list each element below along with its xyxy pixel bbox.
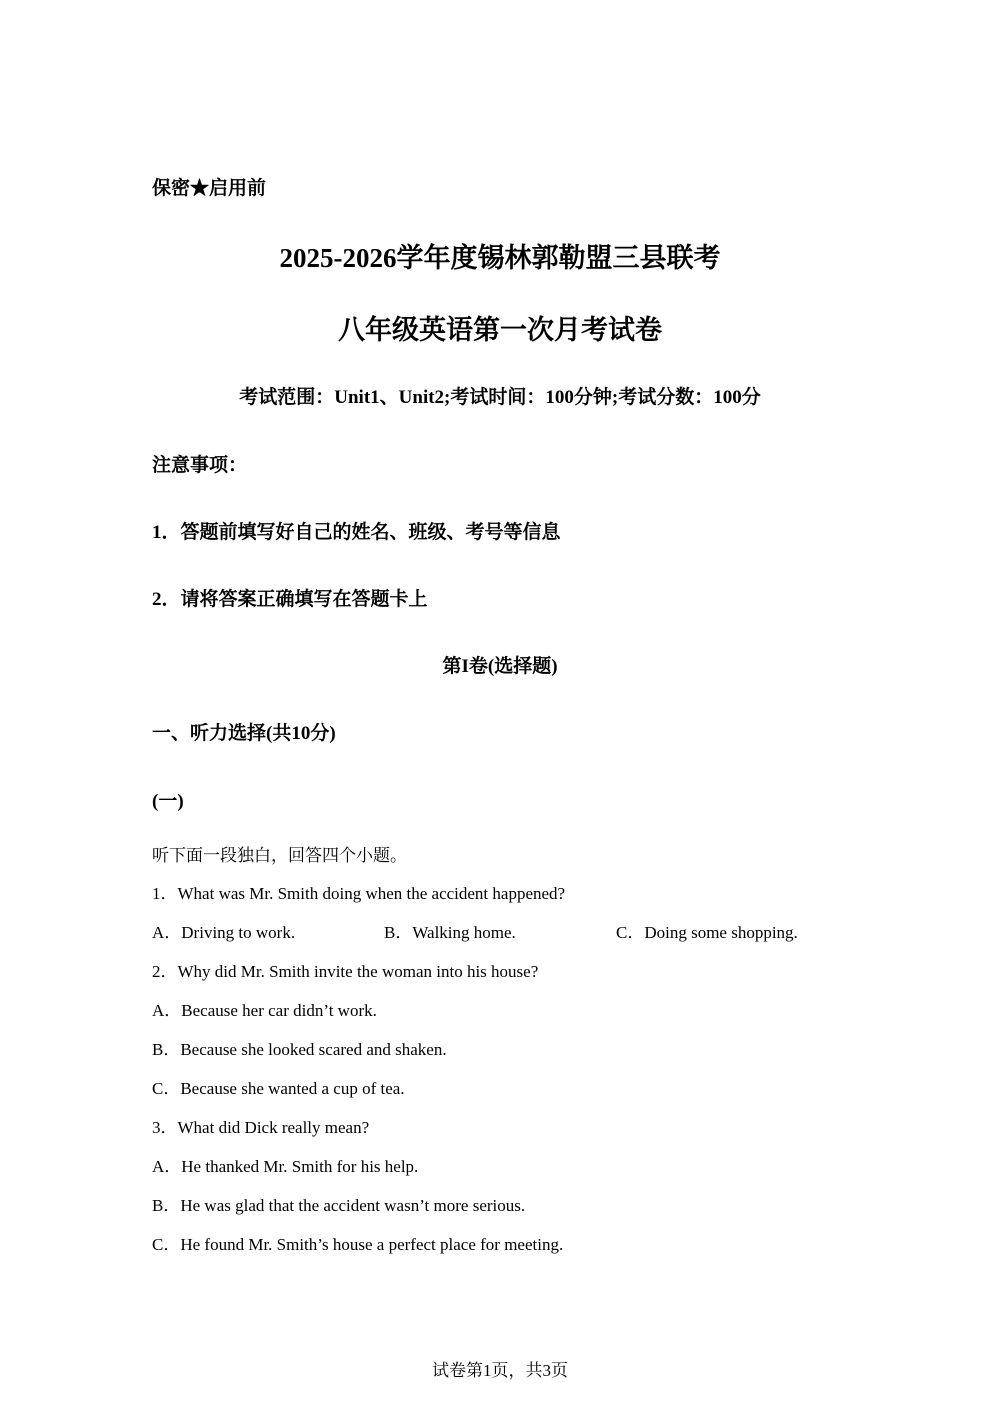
question-options-row bbox=[0, 918, 1000, 942]
exam-title-line1: 2025-2026学年度锡林郭勒盟三县联考 bbox=[279, 243, 721, 273]
option-a: A．Because her car didn’t work. bbox=[152, 1001, 377, 1020]
exam-info: 考试范围：Unit1、Unit2;考试时间：100分钟;考试分数：100分 bbox=[239, 387, 761, 408]
option-b: B．Because she looked scared and shaken. bbox=[152, 1040, 447, 1059]
option-a: A．Driving to work. bbox=[152, 923, 296, 942]
option-a: A．He thanked Mr. Smith for his help. bbox=[152, 1157, 419, 1176]
confidential-label: 保密★启用前 bbox=[152, 178, 267, 199]
option-b: B．He was glad that the accident wasn’t more serious. bbox=[152, 1196, 526, 1215]
subsection-title: (一) bbox=[152, 791, 184, 812]
question-stem: 1．What was Mr. Smith doing when the accident happened? bbox=[152, 884, 566, 903]
question-stem: 3．What did Dick really mean? bbox=[152, 1118, 370, 1137]
notice-item: 1．答题前填写好自己的姓名、班级、考号等信息 bbox=[152, 522, 561, 543]
part-title: 第I卷(选择题) bbox=[442, 656, 558, 677]
option-b: B．Walking home. bbox=[384, 923, 516, 942]
question-stem: 2．Why did Mr. Smith invite the woman into his house? bbox=[152, 962, 539, 981]
option-c: C．He found Mr. Smith’s house a perfect place for meeting. bbox=[152, 1235, 564, 1254]
listening-instruction: 听下面一段独白，回答四个小题。 bbox=[152, 846, 407, 865]
page-footer: 试卷第1页，共3页 bbox=[432, 1361, 568, 1380]
exam-title-line2: 八年级英语第一次月考试卷 bbox=[338, 315, 662, 345]
notice-heading: 注意事项： bbox=[152, 455, 248, 476]
notice-item: 2．请将答案正确填写在答题卡上 bbox=[152, 589, 428, 610]
section-title: 一、听力选择(共10分) bbox=[152, 723, 336, 744]
option-c: C．Doing some shopping. bbox=[616, 923, 798, 942]
option-c: C．Because she wanted a cup of tea. bbox=[152, 1079, 405, 1098]
